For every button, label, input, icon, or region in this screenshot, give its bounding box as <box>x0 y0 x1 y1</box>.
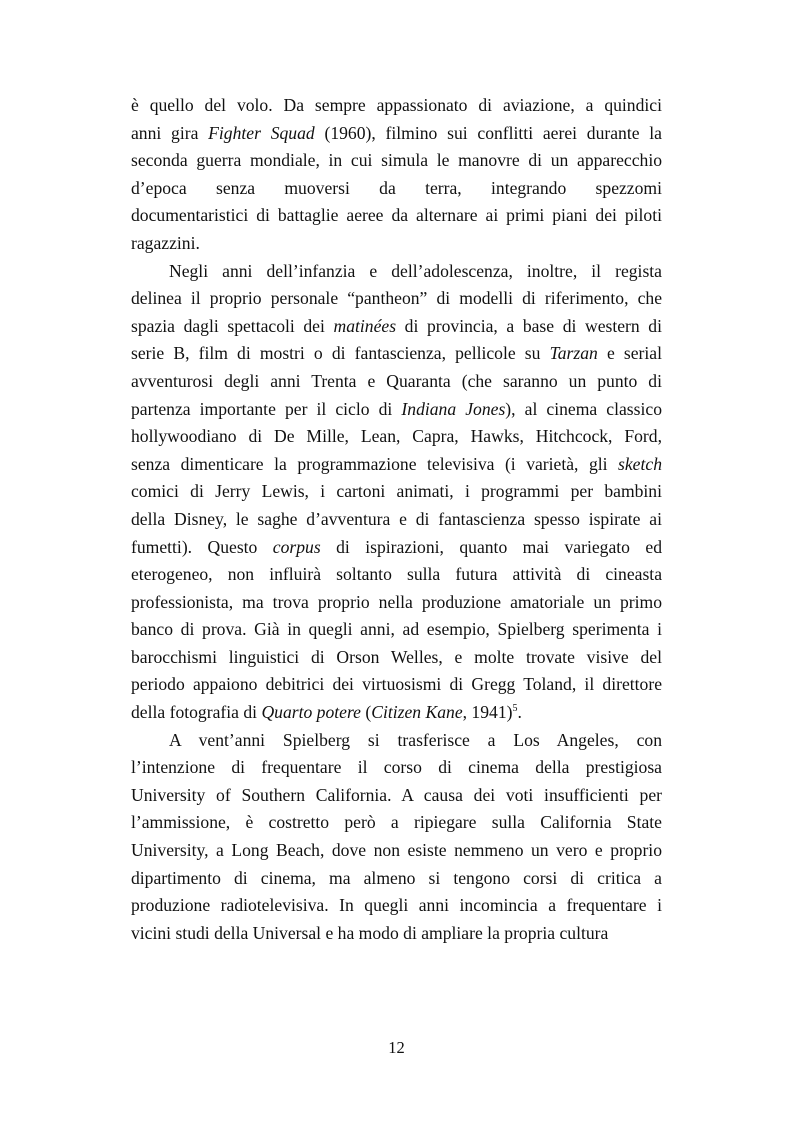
text-run: comici di Jerry Lewis, i cartoni animati, i programmi per bambini <box>131 481 662 502</box>
text-run: anni gira <box>131 122 209 143</box>
text-run: University, a Long Beach, dove non esiste nemmeno un vero e proprio <box>131 840 662 861</box>
text-line <box>131 865 662 893</box>
text-run: è quello del volo. Da sempre appassionato di aviazione, a quindici <box>131 95 662 115</box>
text-line <box>131 561 662 589</box>
text-run: di provincia, a base di western di <box>396 315 662 336</box>
text-run: . <box>517 702 522 723</box>
text-line <box>131 202 662 230</box>
text-line <box>131 423 662 451</box>
text-line <box>131 616 662 644</box>
text-line <box>131 147 662 175</box>
italic-title: matinées <box>333 315 397 336</box>
page-number: 12 <box>388 1038 405 1057</box>
text-run: hollywoodiano di De Mille, Lean, Capra, Hawks, Hitchcock, Ford, <box>131 426 662 447</box>
text-line <box>131 727 662 755</box>
text-line <box>131 644 662 672</box>
italic-title: sketch <box>618 453 662 474</box>
text-run: (1960), filmino sui conflitti aerei durante la <box>314 122 662 143</box>
text-line <box>131 699 662 727</box>
text-line <box>131 782 662 810</box>
text-line <box>131 837 662 865</box>
text-line <box>131 809 662 837</box>
text-run: ), al cinema classico <box>505 398 662 419</box>
italic-title: Quarto potere <box>261 702 361 723</box>
text-run: l’intenzione di frequentare il corso di cinema della prestigiosa <box>131 757 662 778</box>
text-run: delinea il proprio personale “pantheon” di modelli di riferimento, che <box>131 288 662 309</box>
text-run: ragazzini. <box>131 232 200 253</box>
italic-title: Indiana Jones <box>401 398 506 419</box>
text-run: barocchismi linguistici di Orson Welles, e molte trovate visive del <box>131 646 662 667</box>
text-run: vicini studi della Universal e ha modo di ampliare la propria cultura <box>131 922 609 943</box>
text-line <box>131 340 662 368</box>
text-run: della Disney, le saghe d’avventura e di fantascienza spesso ispirate ai <box>131 508 662 529</box>
italic-title: Citizen Kane <box>371 702 463 723</box>
text-run: Negli anni dell’infanzia e dell’adolescenza, inoltre, il regista <box>169 260 662 281</box>
text-run: e serial <box>597 343 662 364</box>
text-run: , 1941) <box>462 702 513 723</box>
text-run: di ispirazioni, quanto mai variegato ed <box>320 536 662 557</box>
text-run: University of Southern California. A causa dei voti insufficienti per <box>131 784 662 805</box>
text-line <box>131 368 662 396</box>
text-run: A vent’anni Spielberg si trasferisce a Los Angeles, con <box>169 729 662 750</box>
text-run: serie B, film di mostri o di fantascienza, pellicole su <box>131 343 550 364</box>
text-line <box>131 920 662 948</box>
text-line <box>131 285 662 313</box>
text-run: banco di prova. Già in quegli anni, ad esempio, Spielberg sperimenta i <box>131 619 662 640</box>
text-line <box>131 506 662 534</box>
text-run: l’ammissione, è costretto però a ripiegare sulla California State <box>131 812 662 833</box>
text-line <box>131 230 662 258</box>
italic-title: Tarzan <box>549 343 598 364</box>
text-run: d’epoca senza muoversi da terra, integrando spezzomi <box>131 177 662 198</box>
text-line <box>131 120 662 148</box>
text-line <box>131 92 662 120</box>
italic-title: corpus <box>272 536 321 557</box>
text-line <box>131 589 662 617</box>
text-line <box>131 478 662 506</box>
text-run: eterogeneo, non influirà soltanto sulla futura attività di cineasta <box>131 564 662 585</box>
text-run: seconda guerra mondiale, in cui simula le manovre di un apparecchio <box>131 150 662 171</box>
text-run: senza dimenticare la programmazione televisiva (i varietà, gli <box>131 453 619 474</box>
text-line <box>131 396 662 424</box>
text-line <box>131 534 662 562</box>
text-run: dipartimento di cinema, ma almeno si tengono corsi di critica a <box>131 867 662 888</box>
text-line <box>131 258 662 286</box>
text-run: documentaristici di battaglie aeree da alternare ai primi piani dei piloti <box>131 205 662 226</box>
text-run: della fotografia di <box>131 702 262 723</box>
text-run: spazia dagli spettacoli dei <box>131 315 334 336</box>
text-run: avventurosi degli anni Trenta e Quaranta (che saranno un punto di <box>131 370 662 391</box>
text-run: ( <box>360 702 372 723</box>
text-run: fumetti). Questo <box>131 536 273 557</box>
text-run: partenza importante per il ciclo di <box>131 398 402 419</box>
body-text <box>131 92 662 947</box>
text-line <box>131 175 662 203</box>
italic-title: Fighter Squad <box>208 122 315 143</box>
text-run: professionista, ma trova proprio nella produzione amatoriale un primo <box>131 591 662 612</box>
text-run: produzione radiotelevisiva. In quegli anni incomincia a frequentare i <box>131 895 662 916</box>
footnote-ref: 5 <box>512 703 518 715</box>
text-line <box>131 671 662 699</box>
text-line <box>131 451 662 479</box>
text-run: periodo appaiono debitrici dei virtuosismi di Gregg Toland, il direttore <box>131 674 662 695</box>
text-line <box>131 892 662 920</box>
text-line <box>131 754 662 782</box>
text-line <box>131 313 662 341</box>
